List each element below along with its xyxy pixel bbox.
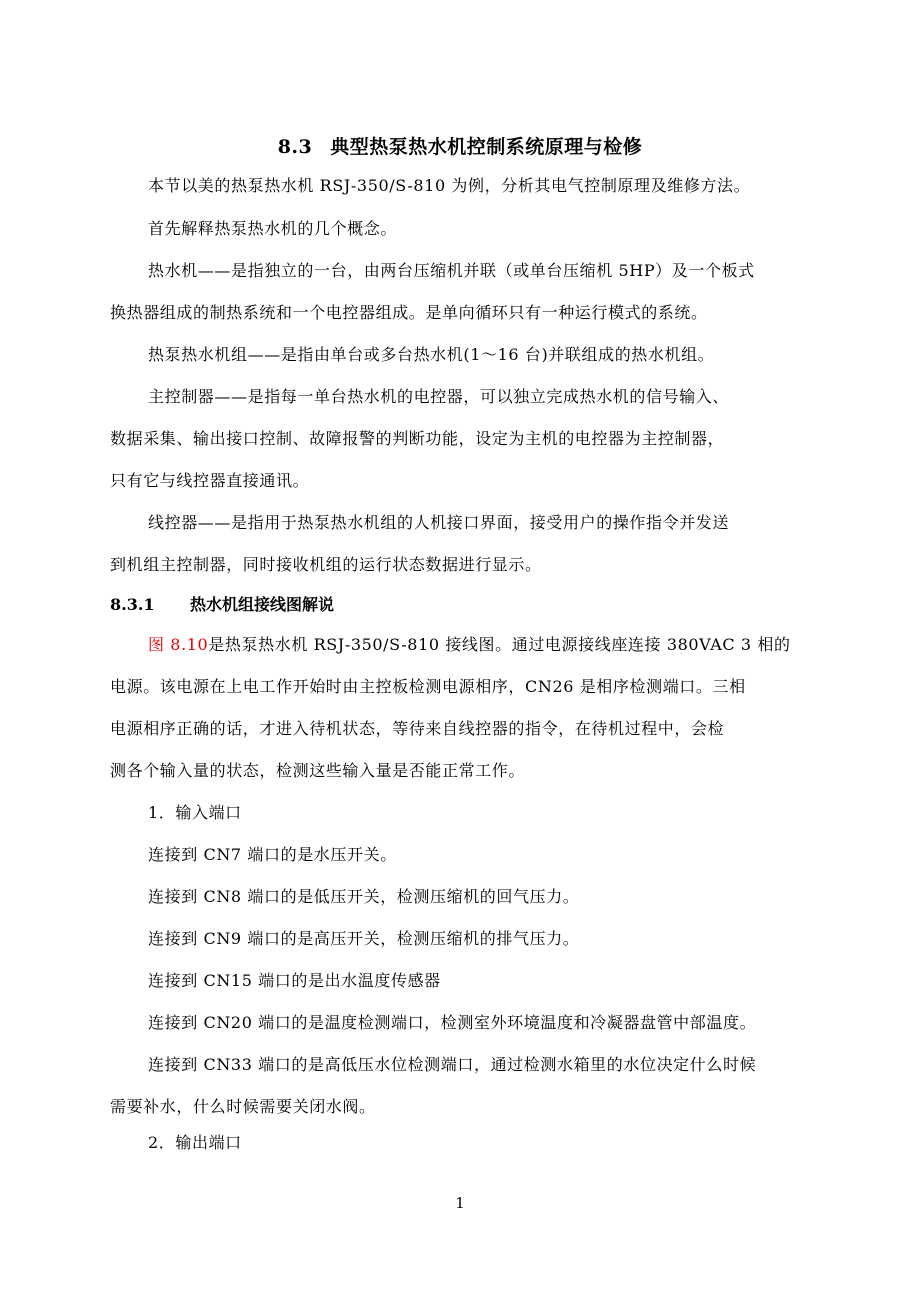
paragraph-line: 换热器组成的制热系统和一个电控器组成。是单向循环只有一种运行模式的系统。 xyxy=(110,303,708,322)
paragraph-line: 热泵热水机组——是指由单台或多台热水机(1～16 台)并联组成的热水机组。 xyxy=(148,345,715,364)
paragraph-line: 数据采集、输出接口控制、故障报警的判断功能，设定为主机的电控器为主控制器， xyxy=(110,429,725,448)
subsection-title: 热水机组接线图解说 xyxy=(190,595,335,614)
section-number: 8.3 xyxy=(277,136,313,158)
list-item xyxy=(110,960,810,1002)
heading-line: 2．输出端口 xyxy=(148,1133,242,1152)
paragraph-line: 连接到 CN9 端口的是高压开关，检测压缩机的排气压力。 xyxy=(148,929,580,948)
paragraph-line: 首先解释热泵热水机的几个概念。 xyxy=(148,219,398,238)
paragraph-line: 本节以美的热泵热水机 RSJ-350/S-810 为例，分析其电气控制原理及维修方法。 xyxy=(148,176,751,195)
paragraph-intro xyxy=(110,165,810,207)
paragraph-line: 热水机——是指独立的一台，由两台压缩机并联（或单台压缩机 5HP）及一个板式 xyxy=(148,261,755,280)
paragraph-line: 测各个输入量的状态，检测这些输入量是否能正常工作。 xyxy=(110,761,526,780)
paragraph-line: 需要补水，什么时候需要关闭水阀。 xyxy=(110,1097,376,1116)
paragraph-text: 是热泵热水机 RSJ-350/S-810 接线图。通过电源接线座连接 380VAC 3 相的 xyxy=(208,635,791,654)
section-title xyxy=(0,132,920,159)
list-item xyxy=(110,918,810,960)
list-item xyxy=(110,1044,810,1128)
list-item xyxy=(110,876,810,918)
paragraph-line xyxy=(110,624,810,666)
paragraph-def-main-controller xyxy=(110,376,810,502)
paragraph-concepts xyxy=(110,208,810,250)
paragraph-line: 到机组主控制器，同时接收机组的运行状态数据进行显示。 xyxy=(110,555,542,574)
paragraph-line: 主控制器——是指每一单台热水机的电控器，可以独立完成热水机的信号输入、 xyxy=(148,387,730,406)
list-heading-output-ports xyxy=(110,1122,810,1164)
heading-line: 1．输入端口 xyxy=(148,803,242,822)
list-heading-input-ports xyxy=(110,792,810,834)
paragraph-wiring xyxy=(110,624,810,792)
paragraph-def-unit-group xyxy=(110,334,810,376)
paragraph-line: 连接到 CN33 端口的是高低压水位检测端口，通过检测水箱里的水位决定什么时候 xyxy=(148,1055,757,1074)
paragraph-line: 连接到 CN8 端口的是低压开关，检测压缩机的回气压力。 xyxy=(148,887,580,906)
section-title-text: 典型热泵热水机控制系统原理与检修 xyxy=(330,136,643,158)
paragraph-line: 只有它与线控器直接通讯。 xyxy=(110,471,310,490)
list-item xyxy=(110,1002,810,1044)
subsection-number: 8.3.1 xyxy=(110,595,155,614)
figure-reference-link[interactable]: 图 8.10 xyxy=(148,635,209,654)
paragraph-line: 电源相序正确的话，才进入待机状态，等待来自线控器的指令，在待机过程中，会检 xyxy=(110,719,725,738)
page-number: 1 xyxy=(455,1194,465,1212)
paragraph-line: 线控器——是指用于热泵热水机组的人机接口界面，接受用户的操作指令并发送 xyxy=(148,513,730,532)
list-item xyxy=(110,834,810,876)
paragraph-line: 电源。该电源在上电工作开始时由主控板检测电源相序，CN26 是相序检测端口。三相 xyxy=(110,677,746,696)
paragraph-def-wired-controller xyxy=(110,502,810,586)
paragraph-line: 连接到 CN20 端口的是温度检测端口，检测室外环境温度和冷凝器盘管中部温度。 xyxy=(148,1013,757,1032)
paragraph-line: 连接到 CN15 端口的是出水温度传感器 xyxy=(148,971,441,990)
paragraph-line: 连接到 CN7 端口的是水压开关。 xyxy=(148,845,397,864)
subsection-heading xyxy=(110,590,334,620)
paragraph-def-water-heater xyxy=(110,250,810,334)
